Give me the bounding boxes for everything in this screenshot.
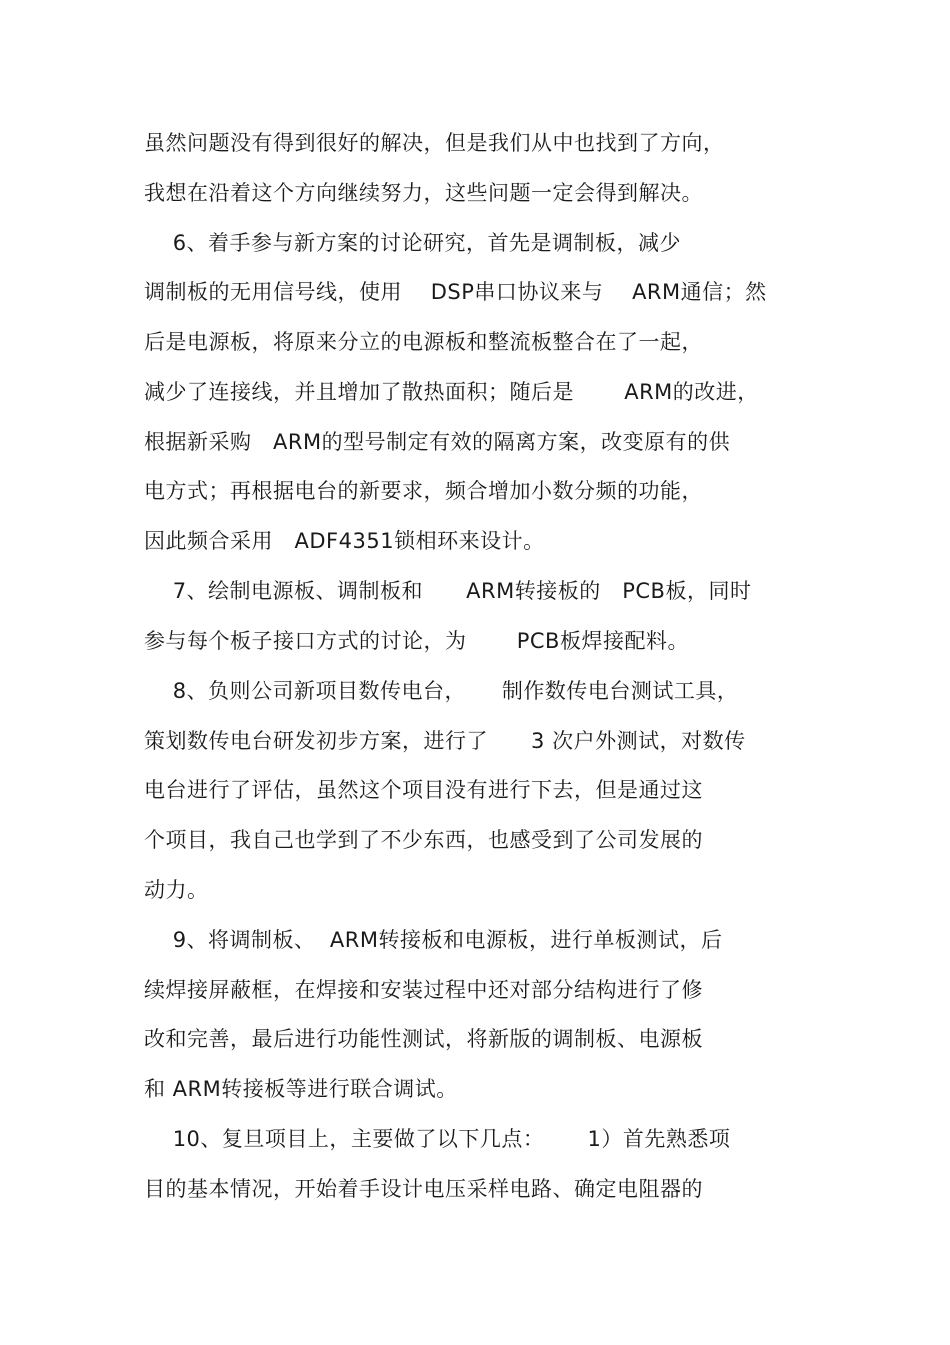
text-line: 6、着手参与新方案的讨论研究，首先是调制板，减少	[144, 231, 682, 255]
text-line: 电方式；再根据电台的新要求，频合增加小数分频的功能，	[144, 479, 703, 503]
text-line: 9、将调制板、 ARM转接板和电源板，进行单板测试，后	[144, 928, 723, 952]
text-line: 我想在沿着这个方向继续努力，这些问题一定会得到解决。	[144, 181, 703, 205]
text-line: 和 ARM转接板等进行联合调试。	[144, 1077, 458, 1101]
text-line: 因此频合采用 ADF4351锁相环来设计。	[144, 529, 545, 553]
text-line: 8、负则公司新项目数传电台， 制作数传电台测试工具，	[144, 679, 739, 703]
text-line: 虽然问题没有得到很好的解决，但是我们从中也找到了方向，	[144, 131, 725, 155]
text-line: 调制板的无用信号线，使用 DSP串口协议来与 ARM通信；然	[144, 280, 767, 304]
text-line: 改和完善，最后进行功能性测试，将新版的调制板、电源板	[144, 1027, 703, 1051]
text-line: 减少了连接线，并且增加了散热面积；随后是 ARM的改进，	[144, 380, 759, 404]
text-line: 策划数传电台研发初步方案，进行了 3 次户外测试，对数传	[144, 729, 746, 753]
text-line: 个项目，我自己也学到了不少东西，也感受到了公司发展的	[144, 828, 703, 852]
text-line: 目的基本情况，开始着手设计电压采样电路、确定电阻器的	[144, 1177, 703, 1201]
text-line: 动力。	[144, 878, 209, 902]
text-line: 根据新采购 ARM的型号制定有效的隔离方案，改变原有的供	[144, 430, 731, 454]
text-line: 电台进行了评估，虽然这个项目没有进行下去，但是通过这	[144, 778, 703, 802]
text-line: 续焊接屏蔽框，在焊接和安装过程中还对部分结构进行了修	[144, 978, 703, 1002]
text-line: 7、绘制电源板、调制板和 ARM转接板的 PCB板，同时	[144, 579, 752, 603]
text-line: 10、复旦项目上，主要做了以下几点： 1）首先熟悉项	[144, 1127, 731, 1151]
text-line: 参与每个板子接口方式的讨论，为 PCB板焊接配料。	[144, 629, 689, 653]
text-line: 后是电源板，将原来分立的电源板和整流板整合在了一起，	[144, 330, 703, 354]
